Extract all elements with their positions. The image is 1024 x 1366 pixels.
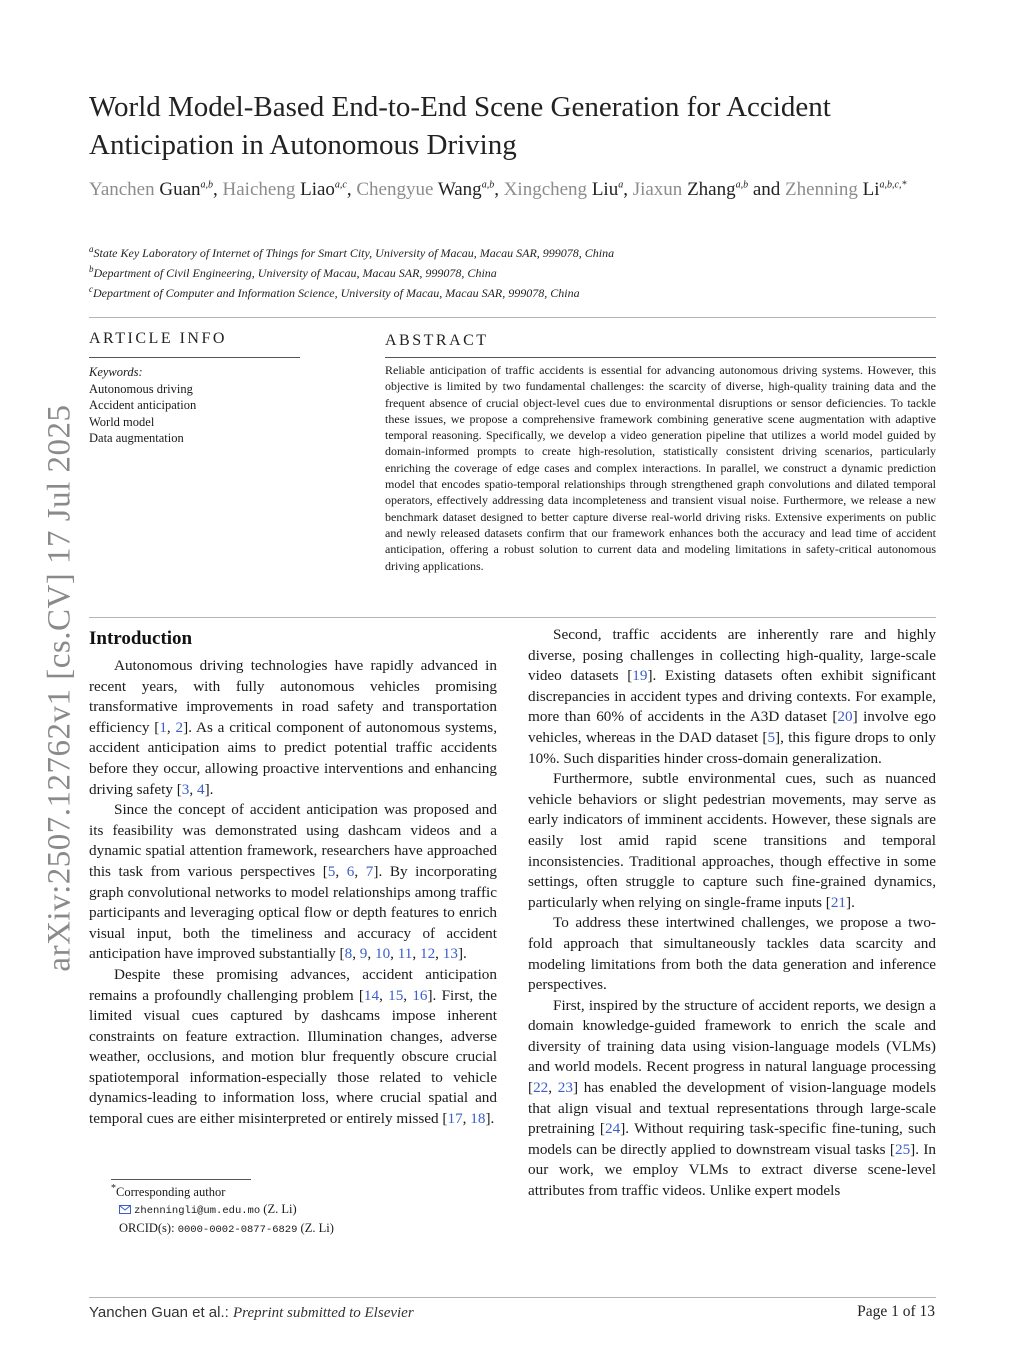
- keyword-item: Data augmentation: [89, 431, 184, 445]
- citation-link[interactable]: 17: [447, 1110, 463, 1128]
- citation-link[interactable]: 5: [767, 728, 776, 746]
- keywords-block: [89, 364, 196, 447]
- citation-link[interactable]: 8: [344, 945, 353, 963]
- citation-link[interactable]: 22: [533, 1079, 549, 1097]
- affiliation-text: Department of Computer and Information Science, University of Macau, Macau SAR, 999078, China: [93, 286, 580, 300]
- body-right-column: [528, 625, 936, 1202]
- author-list: Yanchen Guan$^{a,b}$, Haicheng Liao$^{a,c}$, Chengyue Wang$^{a,b}$, Xingcheng Liu$^a$, Jiaxun Zhang$^{a,b}$ and Zhenning $Li^{a,b,c,*}$: [89, 179, 907, 200]
- arxiv-identifier: arXiv:2507.12762v1 [cs.CV] 17 Jul 2025: [41, 404, 78, 972]
- keyword-item: Accident anticipation: [89, 398, 197, 412]
- author-email[interactable]: zhenningli@um.edu.mo: [134, 1205, 261, 1217]
- author-affiliation-mark: a,b: [735, 179, 749, 191]
- affiliation-line: [89, 246, 614, 261]
- author-family-name: Wang: [433, 179, 482, 200]
- author-affiliation-mark: a,c: [334, 179, 347, 191]
- body-paragraph: Second, traffic accidents are inherently rare and highly diverse, posing challenges in collecting high-quality, large-scale video datasets [19]. Existing datasets often exhibit significant discrepancies in accident types and driving contexts. For example, more than 60% of accidents in the A3D dataset [20] involve ego vehicles, whereas in the DAD dataset [5], this figure drops to only 10%. Such disparities hinder cross-domain generalization.: [528, 626, 937, 767]
- citation-link[interactable]: 11: [397, 945, 413, 963]
- author-given-name: Chengyue: [356, 179, 434, 200]
- affiliation-text: Department of Civil Engineering, University of Macau, Macau SAR, 999078, China: [93, 266, 497, 280]
- author-given-name: Xingcheng: [503, 179, 588, 200]
- footer-venue: Preprint submitted to Elsevier: [233, 1305, 414, 1321]
- author: [89, 179, 213, 200]
- footnote-rule: [111, 1179, 251, 1180]
- author-family-name: Guan: [154, 179, 201, 200]
- citation-link[interactable]: 16: [412, 986, 428, 1004]
- body-left-column: [89, 656, 497, 1130]
- citation-link[interactable]: 3: [181, 780, 190, 798]
- header-rule: [89, 317, 936, 318]
- author: [785, 179, 906, 200]
- orcid-label: ORCID(s):: [119, 1221, 175, 1235]
- citation-link[interactable]: 24: [605, 1120, 621, 1138]
- author-affiliation-mark: a,b: [200, 179, 214, 191]
- section-heading-introduction: Introduction: [89, 628, 193, 649]
- abstract-rule: [385, 357, 936, 358]
- citation-link[interactable]: 21: [830, 893, 847, 911]
- author: [223, 179, 347, 200]
- footer-rule: [89, 1297, 936, 1298]
- citation-link[interactable]: 14: [363, 986, 380, 1004]
- citation-link[interactable]: 19: [632, 667, 648, 685]
- author: [356, 179, 494, 200]
- citation-link[interactable]: 25: [894, 1140, 911, 1158]
- citation-link[interactable]: 15: [388, 986, 404, 1004]
- page-number: Page 1 of 13: [857, 1303, 935, 1320]
- citation-link[interactable]: 20: [837, 708, 853, 726]
- citation-link[interactable]: 4: [196, 780, 205, 798]
- citation-link[interactable]: 1: [159, 718, 167, 736]
- citation-link[interactable]: 18: [470, 1110, 486, 1128]
- author-given-name: Jiaxun: [632, 179, 683, 200]
- author-family-name: Zhang: [682, 179, 736, 200]
- keywords-label: Keywords:: [89, 365, 143, 379]
- body-paragraph: First, inspired by the structure of accident reports, we design a domain knowledge-guided framework to enrich the scale and diversity of training data using vision-language models (VLMs) and world models. Recent progress in natural language processing [22, 23] has enabled the development of vision-language models that align visual and textual representations through large-scale pretraining [24]. Without requiring task-specific fine-tuning, such models can be directly applied to downstream visual tasks [25]. In our work, we employ VLMs to extract diverse scene-level attributes from traffic videos. Unlike expert models: [528, 996, 936, 1200]
- citation-link[interactable]: 23: [557, 1079, 573, 1097]
- author-given-name: Zhenning: [785, 179, 858, 200]
- body-paragraph: Despite these promising advances, accident anticipation remains a profoundly challenging problem [14, 15, 16]. First, the limited visual cues captured by dashcams impose inherent constraints on feature extraction. Illumination changes, adverse weather, occlusions, and motion blur frequently obscure crucial spatiotemporal information-especially those related to vehicle dynamics-leading to information loss, where crucial spatial and temporal cues are either misinterpreted or entirely missed [17, 18].: [89, 965, 497, 1128]
- author-family-name: Liu: [587, 179, 619, 200]
- affiliation-mark: c: [89, 284, 93, 294]
- footnote: *Corresponding author zhenningli@um.edu.mo (Z. Li) ORCID(s): 0000-0002-0877-6829 (Z. Li): [111, 1182, 334, 1236]
- orcid-suffix: (Z. Li): [300, 1221, 334, 1235]
- citation-link[interactable]: 5: [327, 862, 336, 880]
- orcid-id[interactable]: 0000-0002-0877-6829: [177, 1224, 298, 1236]
- author-given-name: Yanchen: [89, 179, 155, 200]
- body-paragraph: Furthermore, subtle environmental cues, such as nuanced vehicle behaviors or slight pedestrian movements, may serve as early indicators of imminent accidents. However, these signals are easily lost amid rapid scene transitions and temporal inconsistencies. Traditional approaches, though effective in some settings, often struggle to capture such fine-grained dynamics, particularly when relying on single-frame inputs [21].: [528, 770, 936, 911]
- affiliation-line: [89, 286, 580, 301]
- keyword-item: Autonomous driving: [89, 381, 193, 396]
- citation-link[interactable]: 6: [346, 862, 355, 880]
- citation-link[interactable]: 9: [359, 945, 368, 963]
- author-affiliation-mark: a,b: [481, 179, 495, 191]
- citation-link[interactable]: 13: [442, 945, 458, 963]
- footer-author: Yanchen Guan et al.: [89, 1304, 225, 1321]
- citation-link[interactable]: 2: [175, 718, 184, 736]
- body-paragraph: To address these intertwined challenges, we propose a two-fold approach that simultaneously tackles data scarcity and modeling limitations from both the data generation and inference perspectives.: [528, 914, 936, 994]
- abstract-text: Reliable anticipation of traffic accidents is essential for advancing autonomous driving systems. However, this objective is limited by two fundamental challenges: the scarcity of diverse, high-quality training data and the frequent absence of crucial object-level cues due to environmental disruptions or sensor deficiencies. To tackle these issues, we propose a comprehensive framework combining generative scene augmentation with adaptive temporal reasoning. Specifically, we develop a video generation pipeline that utilizes a world model guided by domain-informed prompts to create high-resolution, statistically consistent driving scenarios, particularly enriching the coverage of edge cases and complex interactions. In parallel, we construct a dynamic prediction model that encodes spatio-temporal relationships through strengthened graph convolutions and dilated temporal operators, effectively addressing data incompleteness and transient visual noise. Furthermore, we release a new benchmark dataset designed to better capture diverse real-world driving risks. Extensive experiments on public and newly released datasets confirm that our framework enhances both the accuracy and lead time of accident anticipation, offering a robust solution to current data and modeling limitations in safety-critical autonomous driving applications.: [385, 363, 936, 573]
- keyword-item: World model: [89, 414, 155, 429]
- citation-link[interactable]: 10: [374, 945, 391, 963]
- affiliation-mark: a: [89, 244, 94, 254]
- author-family-name: Liao: [295, 179, 335, 200]
- article-info-rule: [89, 357, 300, 358]
- author: [504, 179, 624, 200]
- citation-link[interactable]: 12: [419, 945, 436, 963]
- article-info-heading: ARTICLE INFO: [89, 330, 227, 347]
- email-suffix: (Z. Li): [263, 1202, 297, 1216]
- author-conjunction: and: [748, 179, 786, 200]
- affiliation-mark: b: [89, 264, 94, 274]
- author-affiliation-mark: a,b,c,*: [879, 179, 907, 191]
- corresponding-author-note: Corresponding author: [116, 1185, 226, 1199]
- email-icon: [119, 1203, 131, 1214]
- author-affiliation-mark: a: [618, 179, 624, 191]
- abstract-heading: ABSTRACT: [385, 332, 489, 349]
- affiliation-text: State Key Laboratory of Internet of Things for Smart City, University of Macau, Macau SAR, 999078, China: [93, 246, 615, 260]
- author-given-name: Haicheng: [222, 179, 296, 200]
- body-paragraph: Since the concept of accident anticipation was proposed and its feasibility was demonstrated using dashcam videos and a dynamic spatial attention framework, researchers have approached this task from various perspectives [5, 6, 7]. By incorporating graph convolutional networks to model relationships among traffic participants and leveraging optical flow or depth features to enrich visual input, both the timeliness and accuracy of accident anticipation have improved substantially [8, 9, 10, 11, 12, 13].: [89, 801, 497, 963]
- author: [633, 179, 748, 200]
- footer-citation: Yanchen Guan et al.: Preprint submitted to Elsevier: [89, 1304, 414, 1321]
- author-family-name: Li: [857, 179, 880, 200]
- body-paragraph: Autonomous driving technologies have rapidly advanced in recent years, with fully autonomous vehicles promising transformative improvements in road safety and transportation efficiency [1, 2]. As a critical component of autonomous systems, accident anticipation aims to predict potential traffic accidents before they occur, allowing proactive interventions and enhancing driving safety [3, 4].: [89, 657, 497, 798]
- citation-link[interactable]: 7: [365, 862, 374, 880]
- abstract-end-rule: [89, 617, 936, 618]
- paper-title: World Model-Based End-to-End Scene Generation for Accident Anticipation in Autonomous Driving: [89, 91, 831, 161]
- affiliation-line: [89, 266, 497, 281]
